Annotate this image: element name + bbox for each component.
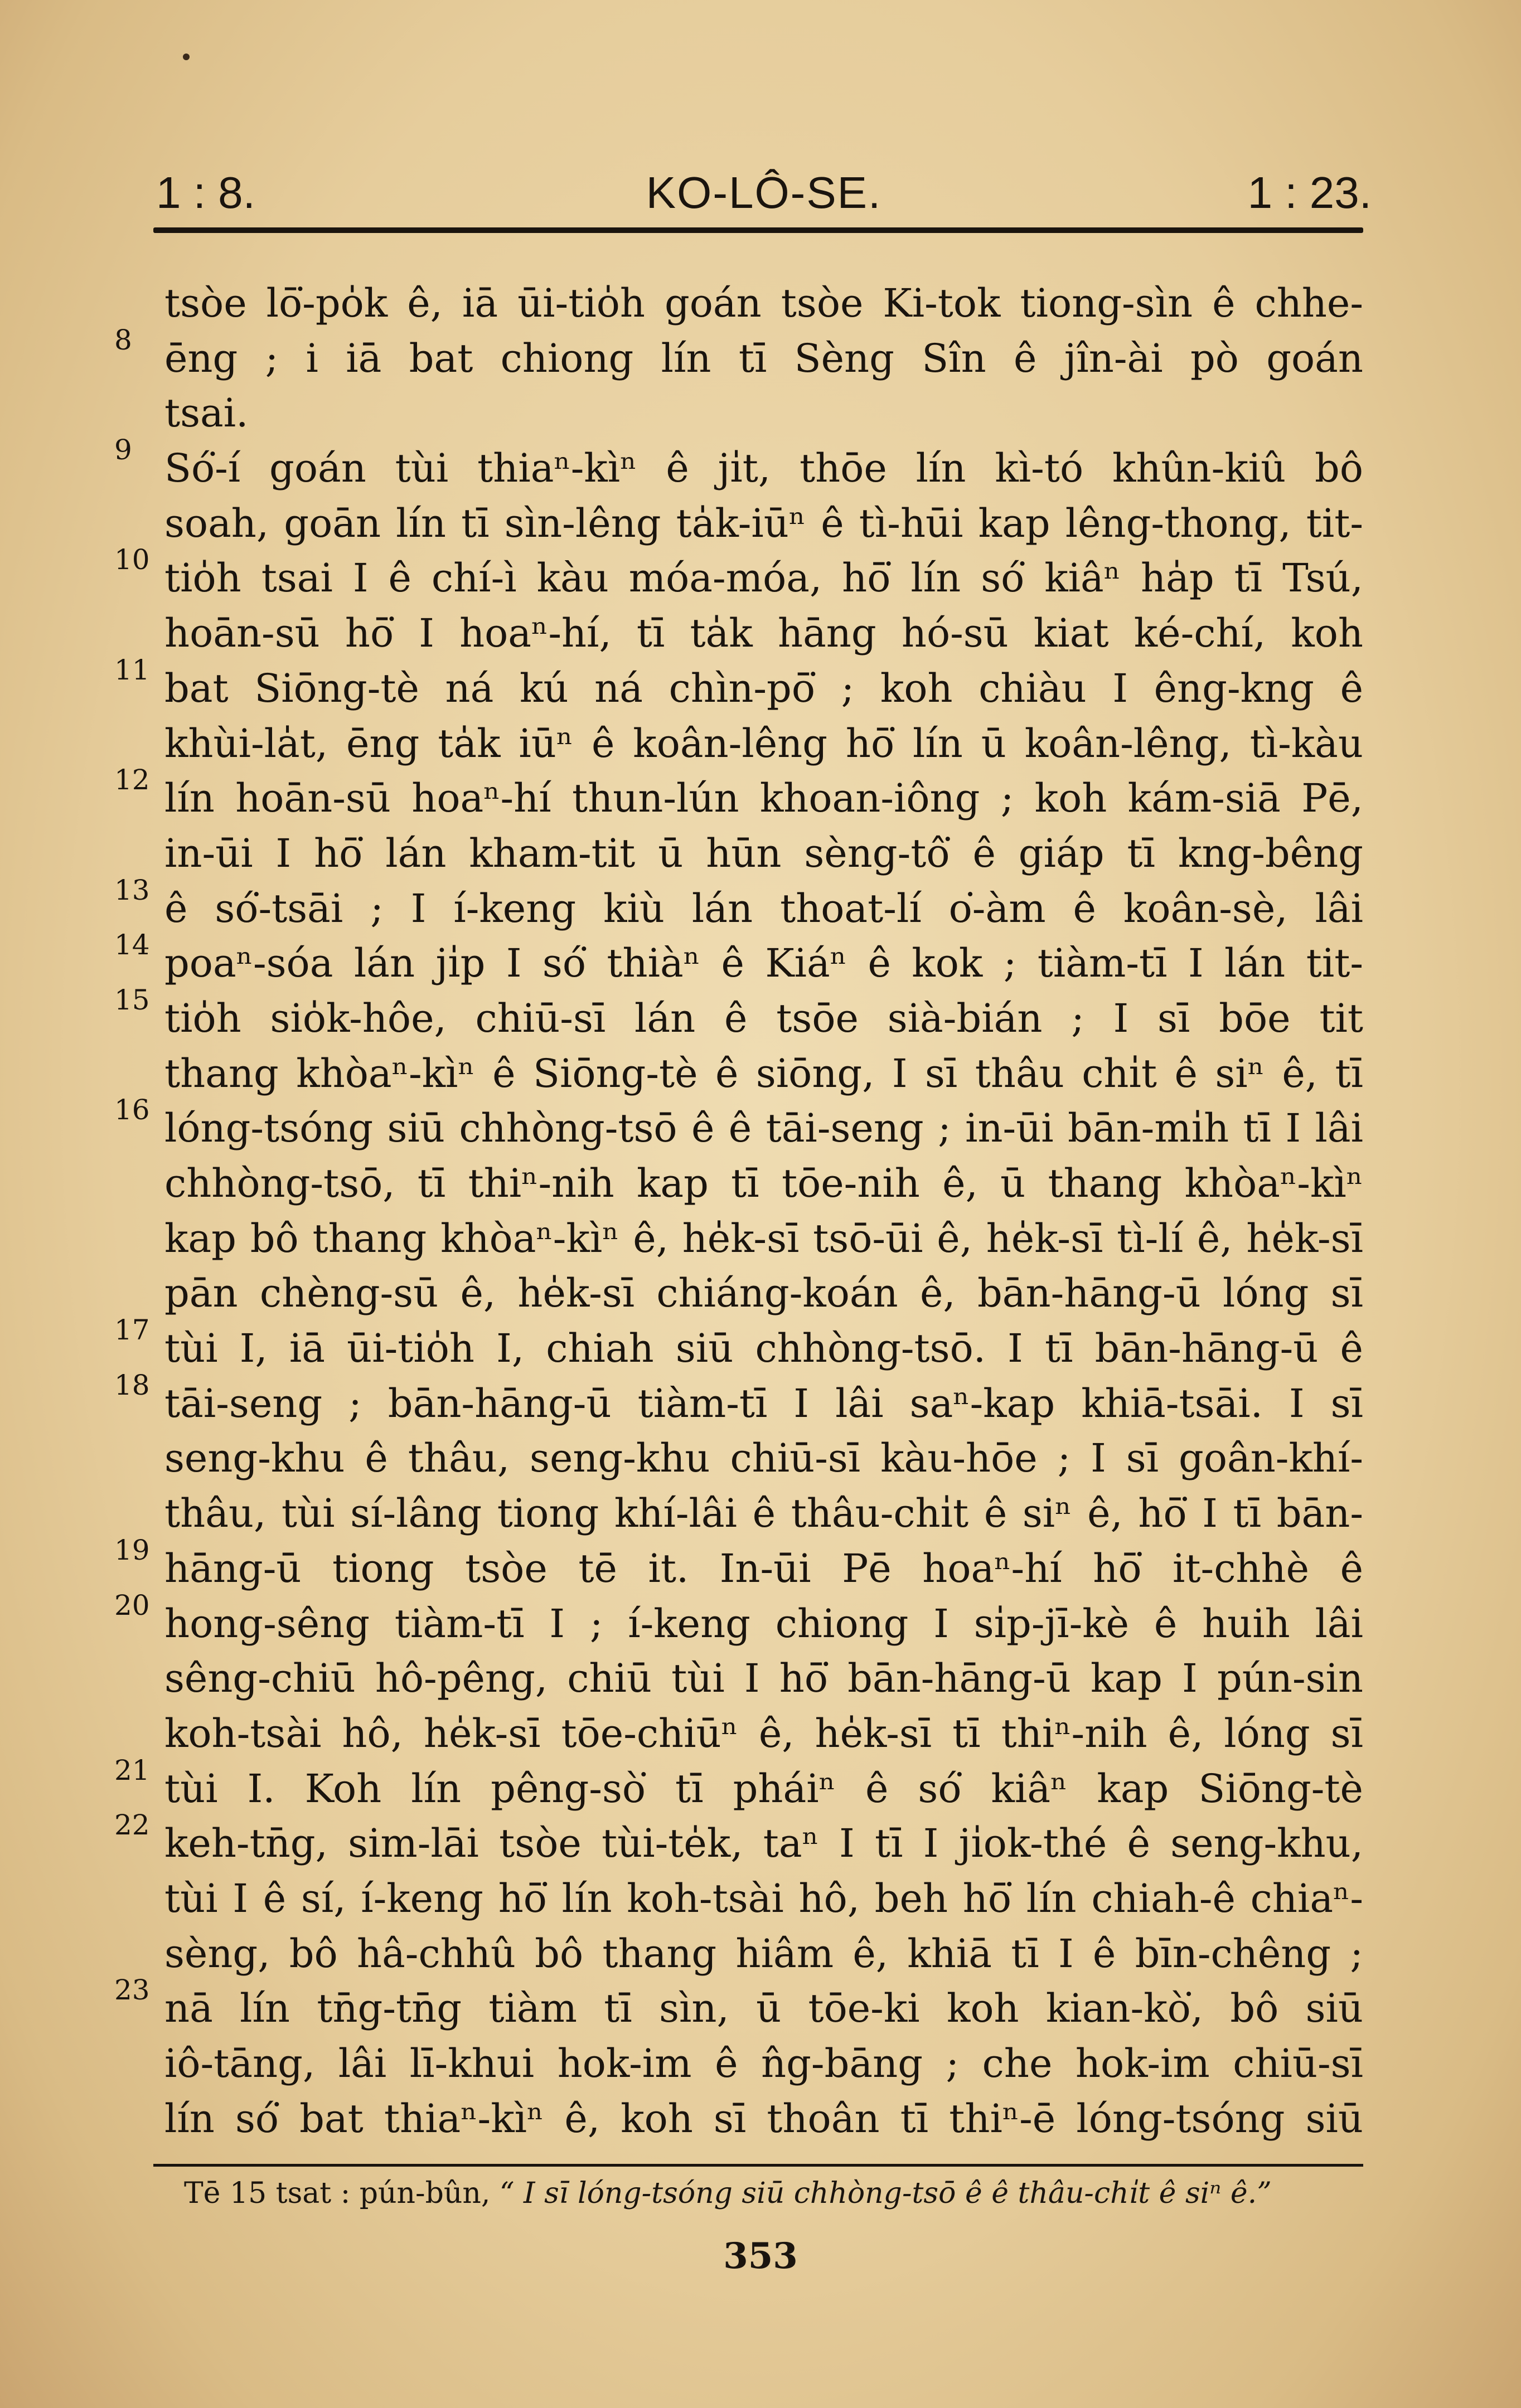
text-line: [164, 1871, 1363, 1926]
text-line: [114, 1094, 1363, 1156]
text-line: [164, 2036, 1363, 2091]
line-text: ēng ; i iā bat chiong lín tī Sèng Sîn ê jîn-ài pò goán: [164, 335, 1363, 381]
text-line: [164, 1211, 1363, 1266]
line-text: poaⁿ-sóa lán ji̍p I só͘ thiàⁿ ê Kiáⁿ ê kok ; tiàm-tī I lán tit-: [164, 940, 1363, 987]
text-line: [114, 873, 1363, 936]
line-text: tāi-seng ; bān-hāng-ū tiàm-tī I lâi saⁿ-kap khiā-tsāi. I sī: [164, 1380, 1363, 1426]
verse-number: 8: [114, 323, 132, 356]
verse-number: 13: [114, 873, 150, 906]
line-text: tùi I. Koh lín pêng-sò͘ tī pháiⁿ ê só͘ kiâⁿ kap Siōng-tè: [164, 1765, 1363, 1812]
line-text: lóng-tsóng siū chhòng-tsō ê ê tāi-seng ; in-ūi bān-mi̍h tī I lâi: [164, 1105, 1363, 1152]
line-text: iô-tāng, lâi lī-khui hok-im ê n̂g-bāng ; che hok-im chiū-sī: [164, 2041, 1363, 2086]
text-line: [164, 276, 1363, 331]
verse-number: 9: [114, 434, 132, 467]
verse-number: 11: [114, 653, 150, 686]
running-header: [156, 156, 1372, 223]
header-left-reference: 1 : 8.: [156, 168, 255, 217]
text-line: [164, 1651, 1363, 1706]
text-line: [164, 496, 1363, 551]
line-text: tùi I ê sí, í-keng hō͘ lín koh-tsài hô, beh hō͘ lín chiah-ê chiaⁿ-: [164, 1875, 1363, 1921]
text-line: [164, 2091, 1363, 2147]
line-text: sêng-chiū hô-pêng, chiū tùi I hō͘ bān-hāng-ū kap I pún-sin: [164, 1656, 1363, 1702]
ink-dot: [183, 54, 190, 60]
footnote-label: Tē 15 tsat : pún-bûn,: [184, 2177, 491, 2210]
line-text: seng-khu ê thâu, seng-khu chiū-sī kàu-hōe ; I sī goân-khí-: [164, 1435, 1363, 1482]
text-line: [164, 1266, 1363, 1321]
text-line: [114, 543, 1363, 606]
text-line: [164, 1486, 1363, 1541]
line-text: in-ūi I hō͘ lán kham-tit ū hūn sèng-tô͘ ê giáp tī kng-bêng: [164, 830, 1363, 876]
verse-number: 22: [114, 1809, 150, 1842]
line-text: ê só͘-tsāi ; I í-keng kiù lán thoat-lí o͘-àm ê koân-sè, lâi: [164, 885, 1363, 931]
footnote-quote: “ I sī lóng-tsóng siū chhòng-tsō ê ê thâu-chi̍t ê siⁿ ê.”: [499, 2177, 1272, 2210]
text-line: [164, 386, 1363, 441]
line-text: bat Siōng-tè ná kú ná chìn-pō͘ ; koh chiàu I êng-kng ê: [164, 665, 1363, 711]
line-text: Só͘-í goán tùi thiaⁿ-kìⁿ ê ji̍t, thōe lín kì-tó khûn-kiû bô: [164, 445, 1363, 492]
line-text: hoān-sū hō͘ I hoaⁿ-hí, tī ta̍k hāng hó-sū kiat ké-chí, koh: [164, 610, 1363, 657]
verse-number: 15: [114, 983, 150, 1016]
text-line: [114, 1368, 1363, 1431]
text-line: [164, 826, 1363, 881]
text-line: [164, 1706, 1363, 1761]
text-line: [114, 1533, 1363, 1596]
line-text: chhòng-tsō, tī thiⁿ-nih kap tī tōe-nih ê, ū thang khòaⁿ-kìⁿ: [164, 1161, 1363, 1206]
header-rule: [153, 227, 1363, 233]
line-text: tsòe lō͘-po̍k ê, iā ūi-tio̍h goán tsòe Ki-tok tiong-sìn ê chhe-: [164, 280, 1363, 326]
text-line: [114, 1809, 1363, 1871]
text-line: [164, 1431, 1363, 1486]
header-right-reference: 1 : 23.: [1247, 168, 1372, 217]
text-line: [114, 1314, 1363, 1376]
line-text: koh-tsài hô, he̍k-sī tōe-chiūⁿ ê, he̍k-sī tī thiⁿ-nih ê, lóng sī: [164, 1710, 1363, 1756]
text-line: [114, 1974, 1363, 2036]
text-line: [114, 653, 1363, 716]
verse-number: 20: [114, 1589, 150, 1621]
text-line: [164, 1046, 1363, 1101]
header-book-title: KO-LÔ-SE.: [646, 168, 882, 217]
text-line: [164, 716, 1363, 771]
text-line: [164, 1926, 1363, 1982]
verse-number: 19: [114, 1533, 150, 1566]
footnote-rule: [153, 2164, 1363, 2167]
text-line: [164, 606, 1363, 661]
verse-number: 16: [114, 1094, 150, 1127]
text-line: [114, 1754, 1363, 1817]
line-text: tùi I, iā ūi-tio̍h I, chiah siū chhòng-tsō. I tī bān-hāng-ū ê: [164, 1326, 1363, 1372]
line-text: tsai.: [164, 390, 249, 436]
scripture-text: [114, 276, 1363, 2146]
verse-number: 18: [114, 1368, 150, 1401]
text-line: [114, 434, 1363, 496]
verse-number: 17: [114, 1314, 150, 1347]
line-text: tio̍h tsai I ê chí-ì kàu móa-móa, hō͘ lín só͘ kiâⁿ ha̍p tī Tsú,: [164, 555, 1363, 601]
verse-number: 23: [114, 1974, 150, 2007]
line-text: soah, goān lín tī sìn-lêng ta̍k-iūⁿ ê tì-hūi kap lêng-thong, tit-: [164, 500, 1363, 546]
verse-number: 21: [114, 1754, 150, 1786]
line-text: keh-tn̄g, sim-lāi tsòe tùi-te̍k, taⁿ I tī I ji̍ok-thé ê seng-khu,: [164, 1820, 1363, 1867]
line-text: sèng, bô hâ-chhû bô thang hiâm ê, khiā tī I ê bīn-chêng ;: [164, 1930, 1363, 1977]
line-text: hāng-ū tiong tsòe tē it. In-ūi Pē hoaⁿ-hí hō͘ it-chhè ê: [164, 1545, 1363, 1591]
text-line: [114, 323, 1363, 386]
line-text: kap bô thang khòaⁿ-kìⁿ ê, he̍k-sī tsō-ūi ê, he̍k-sī tì-lí ê, he̍k-sī: [164, 1215, 1363, 1261]
text-line: [114, 764, 1363, 826]
line-text: hong-sêng tiàm-tī I ; í-keng chiong I si̍p-jī-kè ê huih lâi: [164, 1600, 1363, 1647]
text-line: [114, 929, 1363, 991]
page-number: 353: [723, 2235, 798, 2277]
footnote: [184, 2171, 1355, 2216]
text-line: [114, 1589, 1363, 1652]
line-text: khùi-la̍t, ēng ta̍k iūⁿ ê koân-lêng hō͘ lín ū koân-lêng, tì-kàu: [164, 720, 1363, 766]
line-text: pān chèng-sū ê, he̍k-sī chiáng-koán ê, bān-hāng-ū lóng sī: [164, 1270, 1363, 1317]
line-text: thang khòaⁿ-kìⁿ ê Siōng-tè ê siōng, I sī thâu chi̍t ê siⁿ ê, tī: [164, 1050, 1363, 1096]
line-text: thâu, tùi sí-lâng tiong khí-lâi ê thâu-chi̍t ê siⁿ ê, hō͘ I tī bān-: [164, 1491, 1363, 1537]
line-text: tio̍h sio̍k-hôe, chiū-sī lán ê tsōe sià-bián ; I sī bōe tit: [164, 995, 1363, 1041]
verse-number: 10: [114, 543, 150, 576]
line-text: nā lín tn̄g-tn̄g tiàm tī sìn, ū tōe-ki koh kian-kò͘, bô siū: [164, 1985, 1363, 2032]
line-text: lín hoān-sū hoaⁿ-hí thun-lún khoan-iông ; koh kám-siā Pē,: [164, 775, 1363, 822]
line-text: lín só͘ bat thiaⁿ-kìⁿ ê, koh sī thoân tī thiⁿ-ē lóng-tsóng siū: [164, 2095, 1363, 2142]
verse-number: 14: [114, 929, 150, 962]
verse-number: 12: [114, 764, 150, 797]
text-line: [164, 1156, 1363, 1211]
text-line: [114, 983, 1363, 1046]
